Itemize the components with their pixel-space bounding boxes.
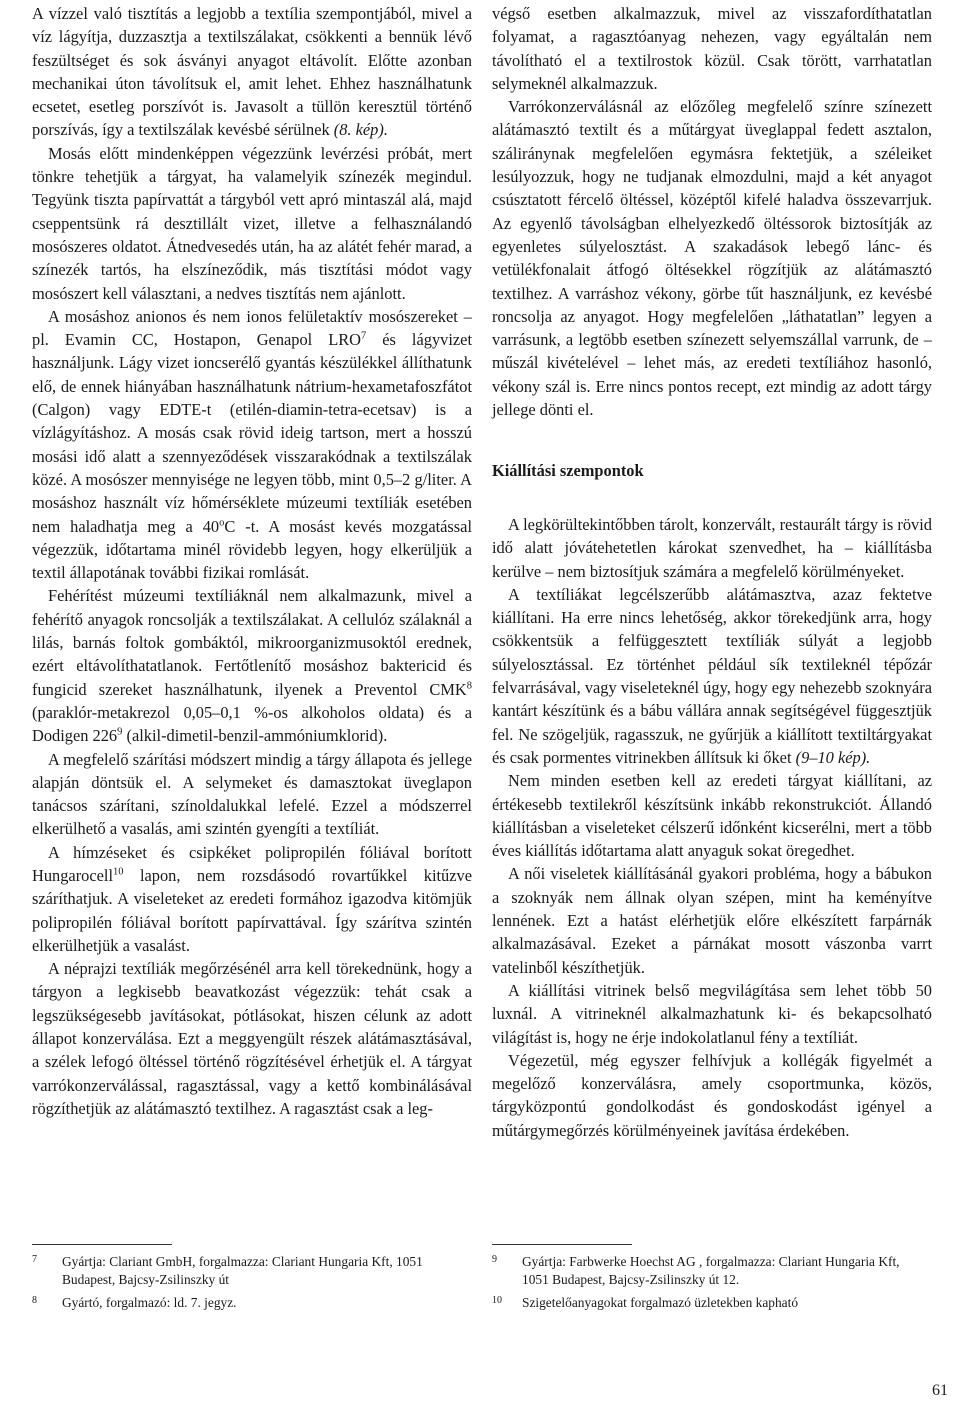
paragraph-mannequins: A női viseletek kiállításánál gyakori probléma, hogy a bábukon a szoknyák nem állnak olyan szépen, mint ha keményítve lennének. Ezt a hatást elérhetjük előre elkészített farpárnák alkalmazásával. Ezeket a párnákat mosott vászonba varrt vatelinből készíthetjük. — [492, 864, 932, 977]
paragraph-lighting: A kiállítási vitrinek belső megvilágítása sem lehet több 50 luxnál. A vitrineknél alkalmazhatunk ki- és bekapcsolható világítást is, hogy ne érje indokolatlanul fény a textíliát. — [492, 980, 932, 1047]
footnote-text: Szigetelőanyagokat forgalmazó üzletekben kapható — [522, 1295, 799, 1310]
right-column-top — [492, 2, 932, 421]
footnote-text: Gyártja: Farbwerke Hoechst AG , forgalmazza: Clariant Hungaria Kft, 1051 Budapest, Bajcsy-Zsilinszky út 12. — [522, 1254, 900, 1287]
paragraph-drying: A megfelelő szárítási módszert mindig a tárgy állapota és jellege alapján döntsük el. A selymeket és damasztokat üveglapon tanácsos szárítani, színoldalukkal lefelé. Ezzel a módszerrel elkerülhető a vasalás, ami szintén gyengíti a textíliát. — [32, 749, 472, 839]
footnote-8 — [32, 1294, 462, 1312]
figure-ref: (9–10 kép). — [795, 747, 871, 767]
footnote-number: 10 — [492, 1295, 502, 1306]
footnote-9 — [492, 1253, 922, 1289]
footnote-ref: 7 — [361, 330, 367, 342]
paragraph-exhibition-intro: A legkörültekintőbben tárolt, konzervált, restaurált tárgy is rövid idő alatt jóvátehetetlen károkat szenvedhet, ha – kiállításba kerülve – nem biztosítjuk számára a megfelelő körülményeket. — [492, 515, 932, 581]
footnote-number: 9 — [492, 1254, 497, 1265]
paragraph-water-cleaning: A vízzel való tisztítás a legjobb a textília szempontjából, mivel a víz lágyítja, duzzasztja a textilszálakat, csökkenti a bennük lévő feszültséget és sok ásványi anyagot eltávolít. Előtte azonban mechanikai úton távolítsuk el, amit lehet. Ehhez használhatunk ecsetet, esetleg porszívót is. Javasolt a tüllön keresztül történő porszívás, így a textilszálak kevésbé sérülnek (8. kép). — [32, 4, 472, 140]
paragraph-adhesive: végső esetben alkalmazzuk, mivel az visszafordíthatatlan folyamat, a ragasztóanyag nehezen, vagy egyáltalán nem távolítható el a textilrostok közül. Csak törött, varrhatatlan selymeknél alkalmazzuk. — [492, 4, 932, 93]
footnote-7 — [32, 1253, 462, 1289]
footnote-number: 7 — [32, 1254, 37, 1265]
paragraph-bleed-test: Mosás előtt mindenképpen végezzünk levérzési próbát, mert tönkre tehetjük a tárgyat, ha valamelyik színezék megindul. Tegyünk tiszta papírvattát a tárgyból vett apró mintaszál alá, majd cseppentsünk rá desztillált vizet, illetve a felhasználandó mosószeres oldatot. Átnedvesedés után, ha az alátét fehér marad, a színezék tartós, ha elszíneződik, más tisztítási módot vagy mosószert kell választani, a nedves tisztítás nem ajánlott. — [32, 143, 472, 303]
paragraph-reconstruction: Nem minden esetben kell az eredeti tárgyat kiállítani, az értékesebb textilekről készítsünk inkább rekonstrukciót. Állandó kiállításban a viseleteket célszerű időnként kicserélni, mert a több éves kiállítás időtartama alatt anyaguk sokat öregedhet. — [492, 771, 932, 861]
footnote-ref: 10 — [113, 866, 124, 878]
paragraph-conclusion: Végezetül, még egyszer felhívjuk a kollégák figyelmét a megelőző konzerválásra, amely csoportmunka, közös, tárgyközpontú gondolkodást és gondoskodást igényel a műtárgymegőrzés körülményeinek javítása érdekében. — [492, 1050, 932, 1140]
left-column — [32, 2, 472, 1120]
section-heading: Kiállítási szempontok — [492, 461, 644, 480]
paragraph-detergents: A mosáshoz anionos és nem ionos felületaktív mosószereket – pl. Evamin CC, Hostapon, Genapol LRO$^7$ és lágyvizet használjunk. Lágy vizet ioncserélő gyantás készülékkel állíthatunk elő, de ennek hiányában használhatunk nátrium-hexametafoszfátot (Calgon) vagy EDTE-t (etilén-diamin-tetra-ecetsav) is a vízlágyításhoz. A mosás csak rövid ideig tartson, mert a hosszú mosási idő alatt a szennyeződések visszarakódnak a textilszálak közé. A mosószer mennyisége ne legyen több, mint 0,5–2 g/liter. A mosáshoz használt víz hőmérséklete múzeumi textíliák esetében nem haladhatja meg a 40$^o$C -t. A mosást kevés mozgatással végezzük, időtartama minél rövidebb legyen, hogy elkerüljük a textil állapotának további fizikai romlását. — [32, 306, 473, 583]
page-number: 61 — [932, 1382, 948, 1399]
footnote-ref: 8 — [466, 680, 472, 692]
footnote-ref: 9 — [117, 726, 123, 738]
footnote-divider — [492, 1244, 632, 1245]
footnote-10 — [492, 1294, 922, 1312]
paragraph-bleaching: Fehérítést múzeumi textíliáknál nem alkalmazunk, mivel a fehérítő anyagok roncsolják a textilszálakat. A cellulóz szálaknál a lilás, barnás foltok gombáktól, mikroorganizmusoktól erednek, ezért eltávolíthatatlanok. Fertőtlenítő mosáshoz baktericid és fungicid szereket használhatunk, ilyenek a Preventol CMK$^8$ (paraklór-metakrezol 0,05–0,1 %-os alkoholos oldata) és a Dodigen $226^9$ (alkil-dimetil-benzil-ammóniumklorid). — [32, 586, 472, 746]
degree-mark: o — [219, 517, 225, 529]
paragraph-folk-textiles: A néprajzi textíliák megőrzésénél arra kell törekednünk, hogy a tárgyon a legkisebb beavatkozást végezzük: tehát csak a legszükségesebb javításokat, pótlásokat, hiszen célunk az adott állapot konzerválása. Ezt a meggyengült részek alátámasztásával, a szélek lefogó öltéssel történő rögzítésével érhetjük el. A tárgyat varrókonzerválással, ragasztással, vagy a kettő kombinálásával rögzíthetjük az alátámasztó textilhez. A ragasztást csak a leg- — [32, 959, 472, 1118]
footnote-number: 8 — [32, 1295, 37, 1306]
footnote-text: Gyártja: Clariant GmbH, forgalmazza: Clariant Hungaria Kft, 1051 Budapest, Bajcsy-Zsilinszky út — [62, 1254, 423, 1287]
right-column-bottom — [492, 513, 932, 1142]
footnote-divider — [32, 1244, 172, 1245]
paragraph-sewing-conservation: Varrókonzerválásnál az előzőleg megfelelő színre színezett alátámasztó textilt és a műtárgyat üveglappal fedett asztalon, száliránynak megfelelően egymásra fektetjük, a széleiket lesúlyozzuk, hogy ne tudjanak elmozdulni, majd a két anyagot csúsztatott fércelő öltéssel, középtől kifelé haladva összevarrjuk. Az egyenlő távolságban elhelyezkedő öltéssorok biztosítják az egyenletes súlyelosztást. A szakadások lebegő lánc- és vetülékfonalait átfogó öltésekkel rögzítjük az alátámasztó textilhez. A varráshoz vékony, görbe tűt használjunk, ez kevésbé roncsolja az anyagot. Hogy megfelelően „láthatatlan” legyen a varrásunk, a legtöbb esetben színezett selyemszállal varrunk, de – műszál kivételével – lehet más, az eredeti textíliához hasonló, vékony szál is. Erre nincs pontos recept, ezt mindig az adott tárgy jellege dönti el. — [492, 97, 932, 420]
figure-ref: (8. kép). — [333, 120, 388, 140]
paragraph-embroidery: A hímzéseket és csipkéket polipropilén fóliával borított Hungarocell$^{10}$ lapon, nem rozsdásodó rovartűkkel kitűzve száríthatjuk. A viseleteket az eredeti formához igazodva kitömjük polipropilén fóliával borított papírvattával. Így szárítva szintén elkerülhetjük a vasalást. — [32, 842, 472, 955]
paragraph-display-support: A textíliákat legcélszerűbb alátámasztva, azaz fektetve kiállítani. Ha erre nincs lehetőség, akkor törekedjünk arra, hogy csökkentsük a felfüggesztett textíliák súlyát a legjobb súlyelosztással. Ez történhet például sík textileknél tépőzár felvarrásával, vagy viseleteknél úgy, hogy egy nehezebb szoknyára kantárt készítünk és a bábu vállára annak segítségével függesztjük fel. Ne szögeljük, ragasszuk, ne gyűrjük a kiállított textiltárgyakat és csak pormentes vitrinekben állítsuk ki őket (9–10 kép). — [492, 584, 932, 767]
footnote-text: Gyártó, forgalmazó: ld. 7. jegyz. — [62, 1295, 237, 1310]
